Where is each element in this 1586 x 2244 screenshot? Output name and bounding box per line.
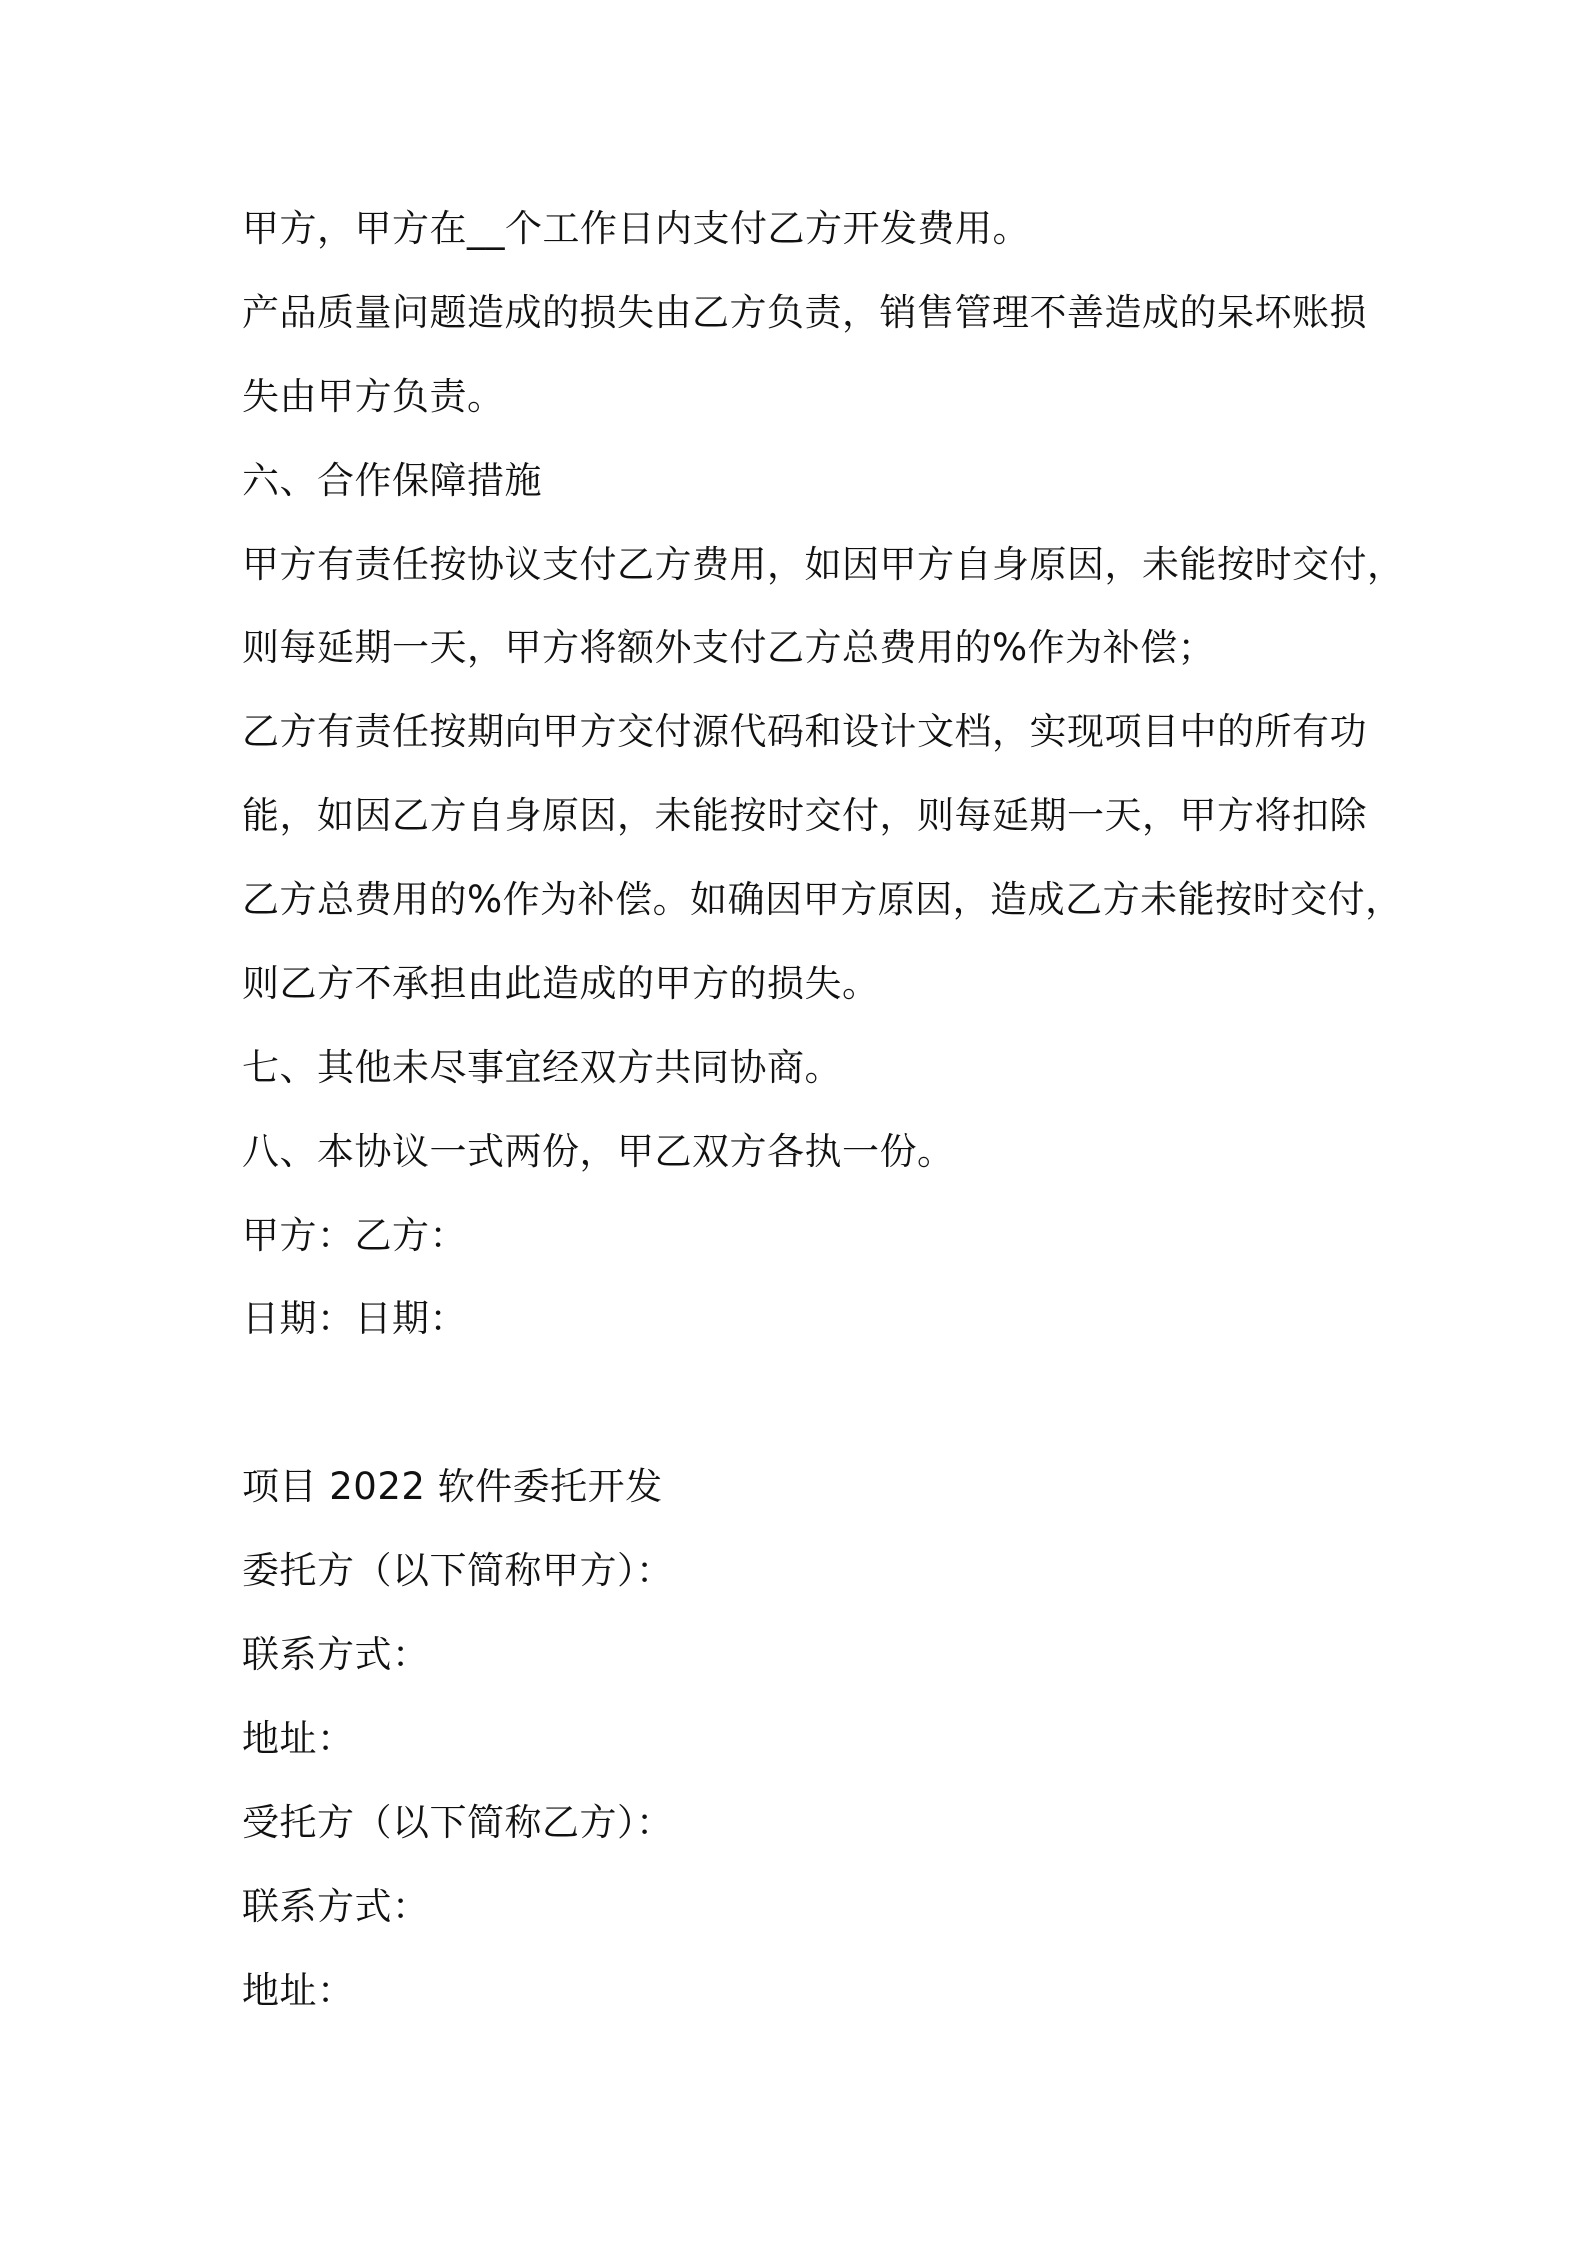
heading-copies: 八、本协议一式两份，甲乙双方各执一份。 — [242, 1130, 955, 1173]
heading-cooperation-guarantee: 六、合作保障措施 — [242, 459, 542, 502]
paragraph-party-a-obligation-cont: 则每延期一天，甲方将额外支付乙方总费用的%作为补偿； — [242, 626, 1216, 669]
signature-dates: 日期：日期： — [242, 1297, 467, 1340]
contractor-address-label: 地址： — [242, 1969, 355, 2012]
contractor-contact-label: 联系方式： — [242, 1885, 430, 1928]
signature-parties: 甲方：乙方： — [242, 1214, 467, 1257]
client-contact-label: 联系方式： — [242, 1633, 430, 1676]
paragraph-party-b-obligation-cont-2: 乙方总费用的%作为补偿。如确因甲方原因，造成乙方未能按时交付， — [242, 878, 1403, 921]
paragraph-party-b-obligation-cont-1: 能，如因乙方自身原因，未能按时交付，则每延期一天，甲方将扣除 — [242, 794, 1367, 837]
paragraph-party-b-obligation-cont-3: 则乙方不承担由此造成的甲方的损失。 — [242, 962, 880, 1005]
paragraph-payment-clause: 甲方，甲方在__个工作日内支付乙方开发费用。 — [242, 207, 1030, 250]
client-address-label: 地址： — [242, 1717, 355, 1760]
paragraph-quality-liability-cont: 失由甲方负责。 — [242, 375, 505, 418]
client-label: 委托方（以下简称甲方）： — [242, 1549, 674, 1592]
paragraph-party-b-obligation: 乙方有责任按期向甲方交付源代码和设计文档，实现项目中的所有功 — [242, 710, 1367, 753]
paragraph-party-a-obligation: 甲方有责任按协议支付乙方费用，如因甲方自身原因，未能按时交付， — [242, 543, 1405, 586]
heading-other-matters: 七、其他未尽事宜经双方共同协商。 — [242, 1046, 842, 1089]
document-title: 项目 2022 软件委托开发 — [242, 1465, 663, 1508]
contractor-label: 受托方（以下简称乙方）： — [242, 1801, 674, 1844]
paragraph-quality-liability: 产品质量问题造成的损失由乙方负责，销售管理不善造成的呆坏账损 — [242, 291, 1367, 334]
